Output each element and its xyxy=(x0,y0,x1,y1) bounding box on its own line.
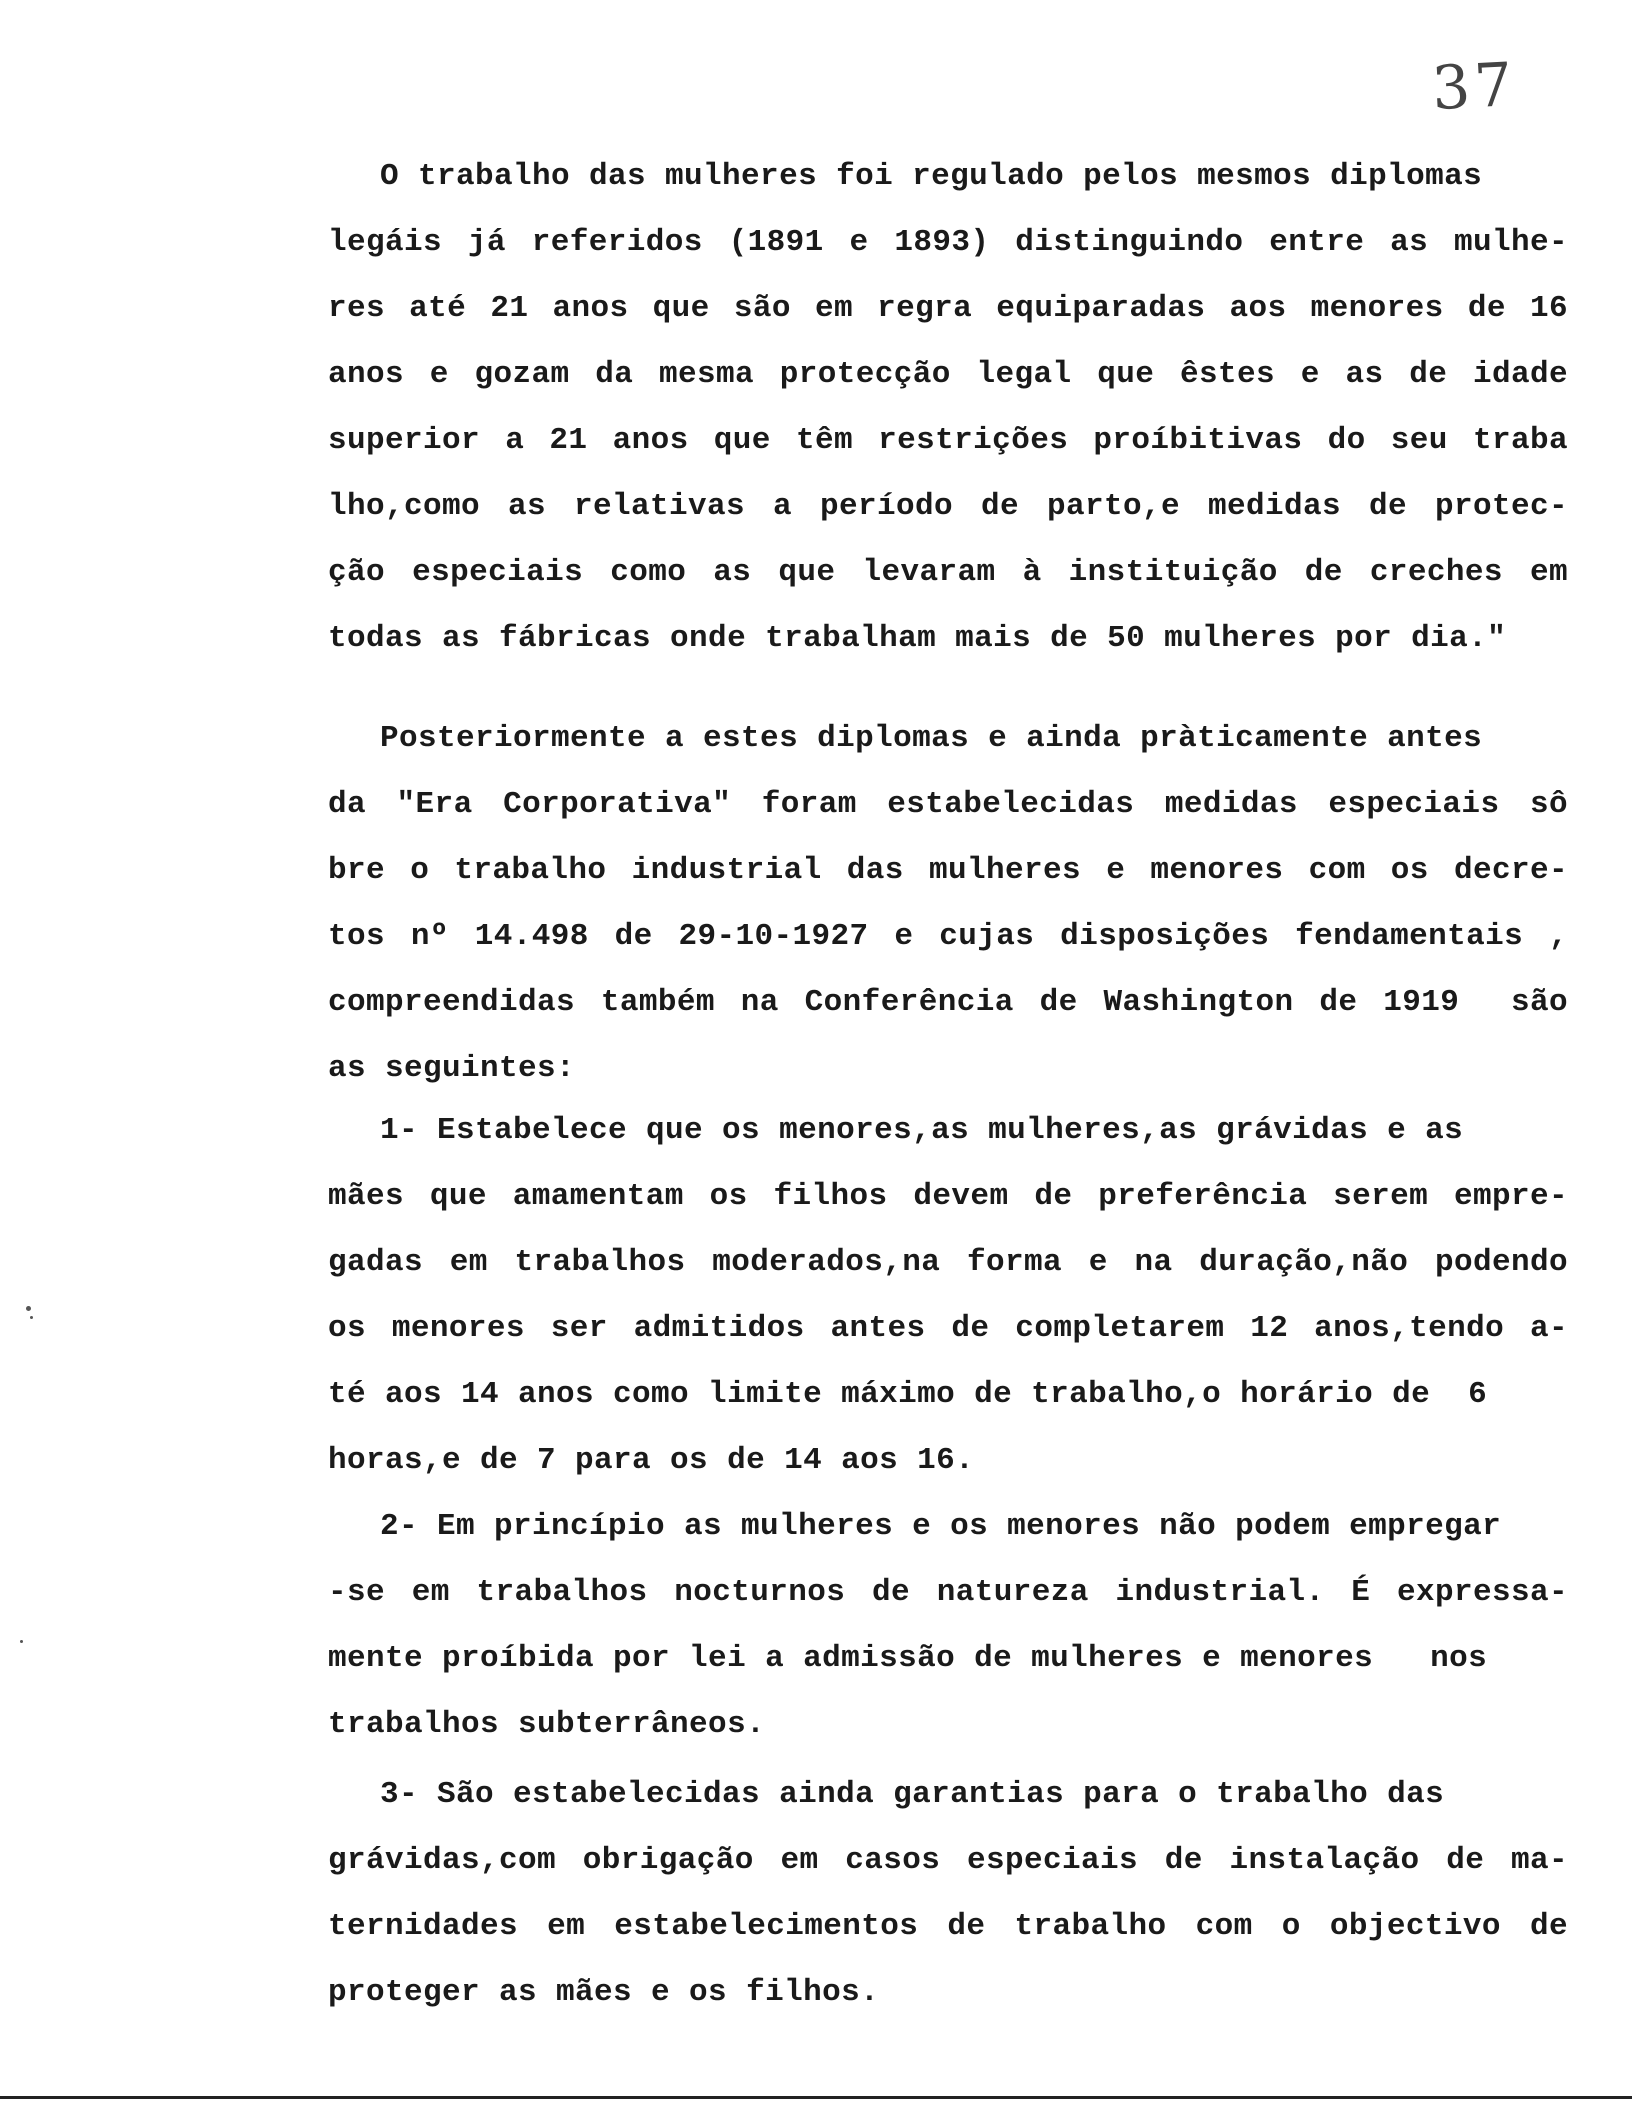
text-line: gadas em trabalhos moderados,na forma e na duração,não podendo xyxy=(328,1245,1568,1280)
text-line: trabalhos subterrâneos. xyxy=(328,1707,766,1742)
text-line: as seguintes: xyxy=(328,1051,576,1086)
text-line: da "Era Corporativa" foram estabelecidas medidas especiais sô xyxy=(328,787,1568,822)
scan-speck xyxy=(26,1306,31,1311)
text-line: horas,e de 7 para os de 14 aos 16. xyxy=(328,1443,975,1478)
text-line: Posteriormente a estes diplomas e ainda pràticamente antes xyxy=(380,721,1483,756)
page-number: 37 xyxy=(1430,49,1519,125)
paragraph-corporative-era-measures xyxy=(328,706,1568,1102)
text-line: grávidas,com obrigação em casos especiais de instalação de ma- xyxy=(328,1843,1568,1878)
text-line: 2- Em princípio as mulheres e os menores não podem empregar xyxy=(380,1509,1502,1544)
scan-speck xyxy=(20,1640,23,1643)
text-line: mães que amamentam os filhos devem de preferência serem empre- xyxy=(328,1179,1568,1214)
text-line: ternidades em estabelecimentos de trabalho com o objectivo de xyxy=(328,1909,1568,1944)
paragraph-women-work-regulation xyxy=(328,144,1568,672)
text-line: 3- São estabelecidas ainda garantias para o trabalho das xyxy=(380,1777,1445,1812)
list-item-3 xyxy=(328,1762,1568,2026)
text-line: lho,como as relativas a período de parto,e medidas de protec- xyxy=(328,489,1568,524)
list-item-2 xyxy=(328,1494,1568,1758)
text-line: res até 21 anos que são em regra equiparadas aos menores de 16 xyxy=(328,291,1568,326)
text-line: proteger as mães e os filhos. xyxy=(328,1975,880,2010)
scan-bottom-edge xyxy=(0,2096,1632,2099)
text-line: tos nº 14.498 de 29-10-1927 e cujas disposições fendamentais , xyxy=(328,919,1568,954)
text-line: 1- Estabelece que os menores,as mulheres,as grávidas e as xyxy=(380,1113,1464,1148)
text-line: mente proíbida por lei a admissão de mulheres e menores nos xyxy=(328,1641,1488,1676)
text-line: -se em trabalhos nocturnos de natureza industrial. É expressa- xyxy=(328,1575,1568,1610)
text-line: bre o trabalho industrial das mulheres e menores com os decre- xyxy=(328,853,1568,888)
text-line: ção especiais como as que levaram à instituição de creches em xyxy=(328,555,1568,590)
scan-speck xyxy=(30,1316,33,1319)
text-line: todas as fábricas onde trabalham mais de 50 mulheres por dia." xyxy=(328,621,1507,656)
text-line: anos e gozam da mesma protecção legal que êstes e as de idade xyxy=(328,357,1568,392)
text-line: legáis já referidos (1891 e 1893) distinguindo entre as mulhe- xyxy=(328,225,1568,260)
text-line: compreendidas também na Conferência de Washington de 1919 são xyxy=(328,985,1568,1020)
text-line: té aos 14 anos como limite máximo de trabalho,o horário de 6 xyxy=(328,1377,1488,1412)
text-line: O trabalho das mulheres foi regulado pelos mesmos diplomas xyxy=(380,159,1483,194)
list-item-1 xyxy=(328,1098,1568,1494)
text-line: superior a 21 anos que têm restrições proíbitivas do seu traba xyxy=(328,423,1568,458)
text-line: os menores ser admitidos antes de completarem 12 anos,tendo a- xyxy=(328,1311,1568,1346)
